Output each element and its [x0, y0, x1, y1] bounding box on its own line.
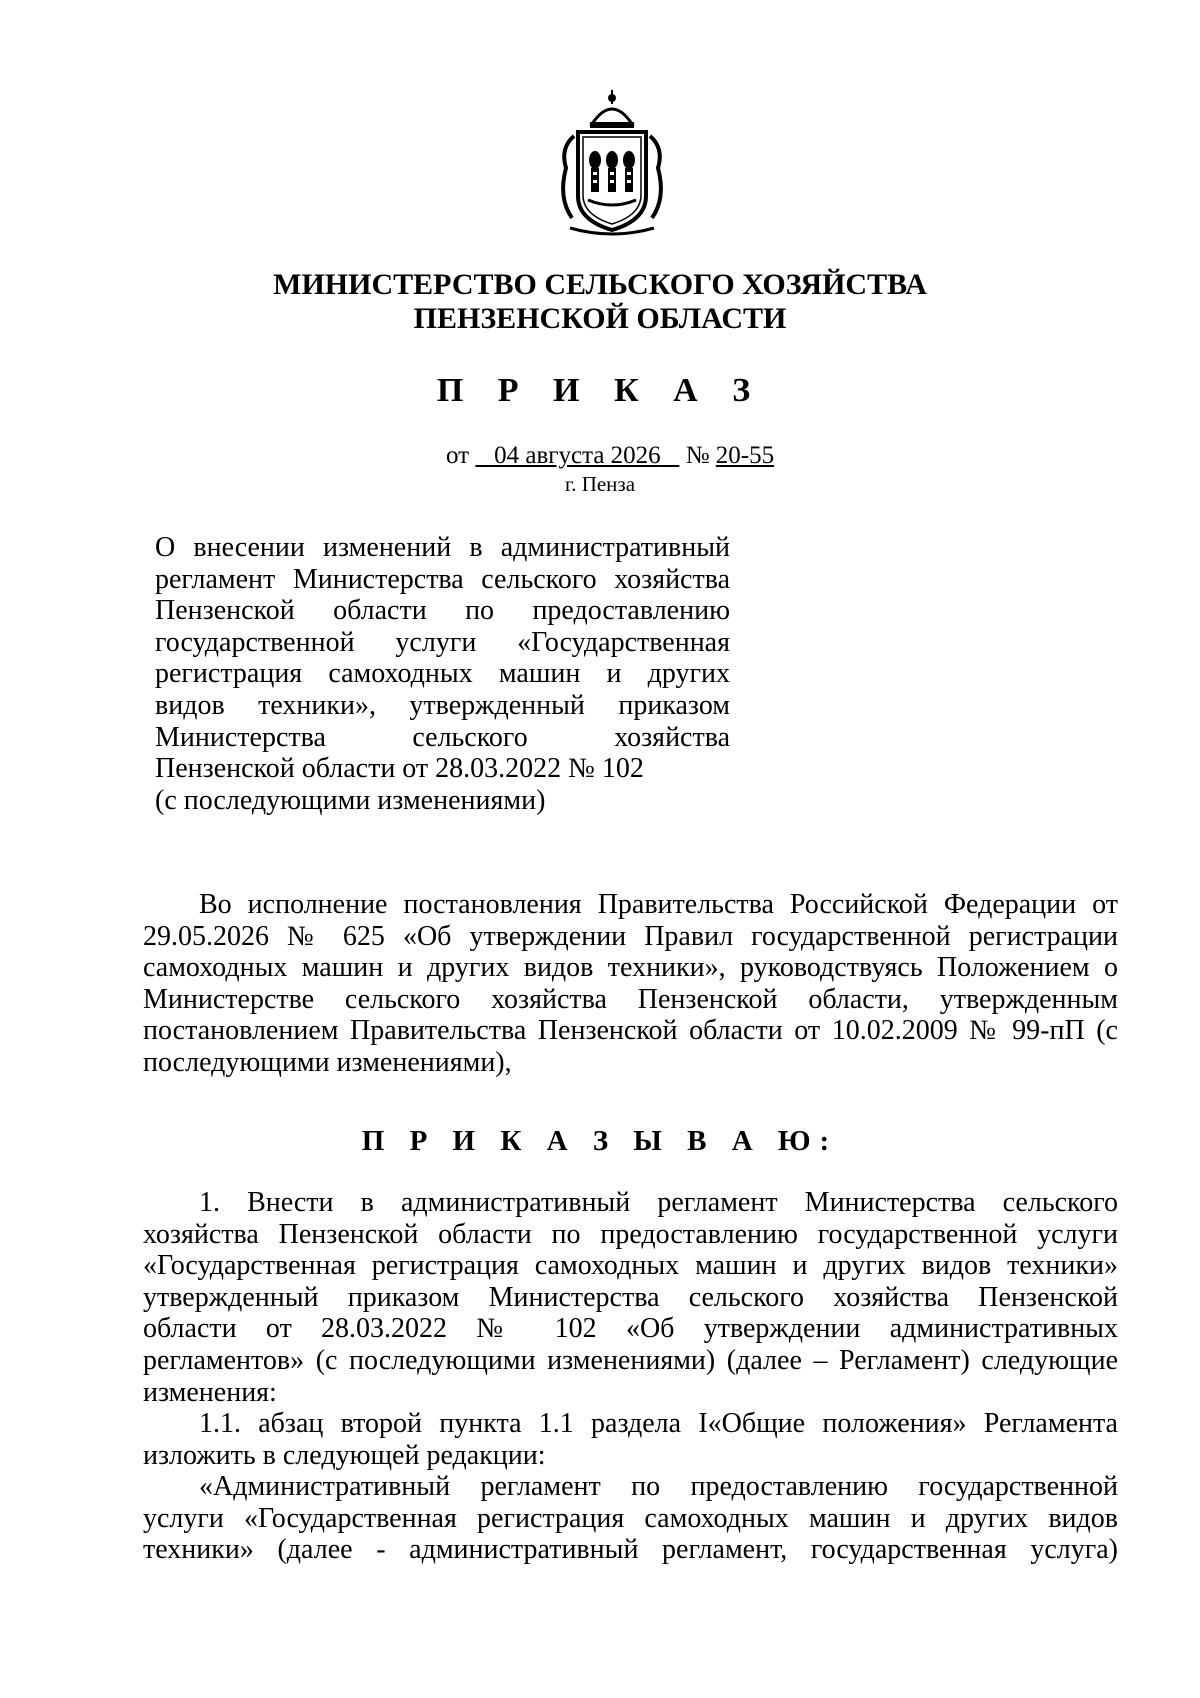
subject-line: регламент Министерства сельского хозяйства	[155, 563, 730, 595]
document-type-title: П Р И К А З	[436, 372, 764, 409]
item-1-1-paragraph	[143, 1408, 1118, 1471]
subject-line: регистрация самоходных машин и других	[155, 658, 730, 690]
item-1-1-line: изложить в следующей редакции:	[143, 1439, 546, 1471]
quote-line: «Административный регламент по предоставлению государственной	[199, 1471, 1118, 1502]
order-number: 20-55	[715, 442, 775, 469]
quote-line: техники» (далее - административный регламент, государственная услуга)	[143, 1534, 1118, 1566]
item-1-line: хозяйства Пензенской области по предоставлению государственной услуги	[143, 1218, 1118, 1250]
quote-paragraph	[143, 1471, 1118, 1566]
subject-line: Пензенской области от 28.03.2022 № 102	[155, 753, 644, 785]
ministry-name	[0, 268, 1200, 336]
preamble-line: Во исполнение постановления Правительства Российской Федерации от	[199, 889, 1118, 920]
coat-of-arms-emblem	[552, 88, 672, 238]
date-prefix: от	[446, 442, 470, 469]
subject-line: (с последующими изменениями)	[155, 784, 546, 816]
subject-line: О внесении изменений в административный	[155, 532, 730, 563]
quote-line: услуги «Государственная регистрация самоходных машин и других видов	[143, 1502, 1118, 1534]
subject-line: видов техники», утвержденный приказом	[155, 689, 730, 721]
preamble-line: постановлением Правительства Пензенской области от 10.02.2009 № 99-пП (с	[143, 1015, 1118, 1047]
subject-line: Министерства сельского хозяйства	[155, 721, 730, 753]
preamble-line: 29.05.2026 № 625 «Об утверждении Правил государственной регистрации	[143, 920, 1118, 952]
preamble-paragraph	[143, 889, 1118, 1079]
ministry-name-line1: МИНИСТЕРСТВО СЕЛЬСКОГО ХОЗЯЙСТВА	[273, 268, 927, 301]
subject-line: Пензенской области по предоставлению	[155, 595, 730, 627]
order-date: 04 августа 2026	[494, 442, 661, 469]
preamble-line: самоходных машин и других видов техники», руководствуясь Положением о	[143, 952, 1118, 984]
item-1-paragraph	[143, 1187, 1118, 1408]
item-1-line: «Государственная регистрация самоходных машин и других видов техники»	[143, 1250, 1118, 1282]
ministry-name-line2: ПЕНЗЕНСКОЙ ОБЛАСТИ	[413, 302, 787, 335]
date-number-line	[446, 442, 774, 470]
number-prefix: №	[685, 442, 710, 469]
item-1-line: изменения:	[143, 1376, 277, 1408]
subject-line: государственной услуги «Государственная	[155, 626, 730, 658]
item-1-line: утвержденный приказом Министерства сельского хозяйства Пензенской	[143, 1281, 1118, 1313]
item-1-line: области от 28.03.2022 № 102 «Об утверждении административных	[143, 1313, 1118, 1345]
item-1-line: регламентов» (с последующими изменениями) (далее – Регламент) следующие	[143, 1344, 1118, 1376]
item-1-1-line: 1.1. абзац второй пункта 1.1 раздела I«Общие положения» Регламента	[199, 1408, 1118, 1439]
preamble-line: последующими изменениями),	[143, 1046, 512, 1078]
preamble-line: Министерстве сельского хозяйства Пензенской области, утвержденным	[143, 983, 1118, 1015]
decree-heading: П Р И К А З Ы В А Ю:	[361, 1125, 839, 1157]
item-1-line: 1. Внести в административный регламент Министерства сельского	[199, 1187, 1118, 1218]
city: г. Пенза	[564, 472, 636, 496]
subject-block	[155, 532, 730, 816]
